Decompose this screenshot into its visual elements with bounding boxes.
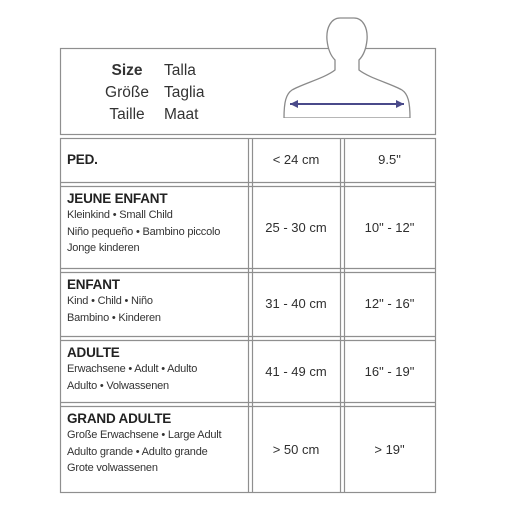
row-title: PED.: [67, 152, 98, 167]
size-label-de: Größe: [105, 84, 149, 101]
row-subtitle: Kleinkind • Small Child: [67, 209, 173, 221]
row-subtitle: Jonge kinderen: [67, 242, 140, 254]
row-subtitle: Adulto • Volwassenen: [67, 379, 169, 392]
row-subtitle: Erwachsene • Adult • Adulto: [67, 363, 198, 375]
row-title: ENFANT: [67, 277, 120, 292]
size-label-box: [60, 48, 435, 134]
row-subtitle: Grote volwassenen: [67, 462, 158, 474]
size-cm: < 24 cm: [272, 152, 320, 167]
table-row: [60, 272, 435, 336]
row-title: ADULTE: [67, 345, 120, 360]
size-cm: 31 - 40 cm: [265, 296, 327, 311]
row-title: JEUNE ENFANT: [67, 191, 168, 206]
row-subtitle: Große Erwachsene • Large Adult: [67, 429, 222, 441]
table-row: [60, 186, 435, 268]
size-cm: 41 - 49 cm: [265, 364, 327, 379]
table-row: [60, 406, 435, 492]
size-inch: 12" - 16": [364, 296, 415, 311]
size-cm: 25 - 30 cm: [265, 220, 327, 235]
size-label-es: Talla: [164, 62, 196, 79]
row-subtitle: Kind • Child • Niño: [67, 295, 153, 307]
table-row: [60, 340, 435, 402]
row-subtitle: Bambino • Kinderen: [67, 311, 161, 324]
size-cm: > 50 cm: [272, 442, 320, 457]
row-subtitle: Adulto grande • Adulto grande: [67, 445, 208, 458]
size-inch: 16" - 19": [364, 364, 415, 379]
size-inch: 9.5": [378, 152, 401, 167]
size-label-en: Size: [111, 62, 143, 79]
row-title: GRAND ADULTE: [67, 411, 172, 426]
size-label-fr: Taille: [109, 106, 145, 123]
size-label-it: Taglia: [164, 84, 205, 101]
size-inch: 10" - 12": [364, 220, 415, 235]
size-label-nl: Maat: [164, 106, 199, 123]
row-subtitle: Niño pequeño • Bambino piccolo: [67, 225, 221, 238]
size-inch: > 19": [374, 442, 405, 457]
table-row: [60, 138, 435, 182]
